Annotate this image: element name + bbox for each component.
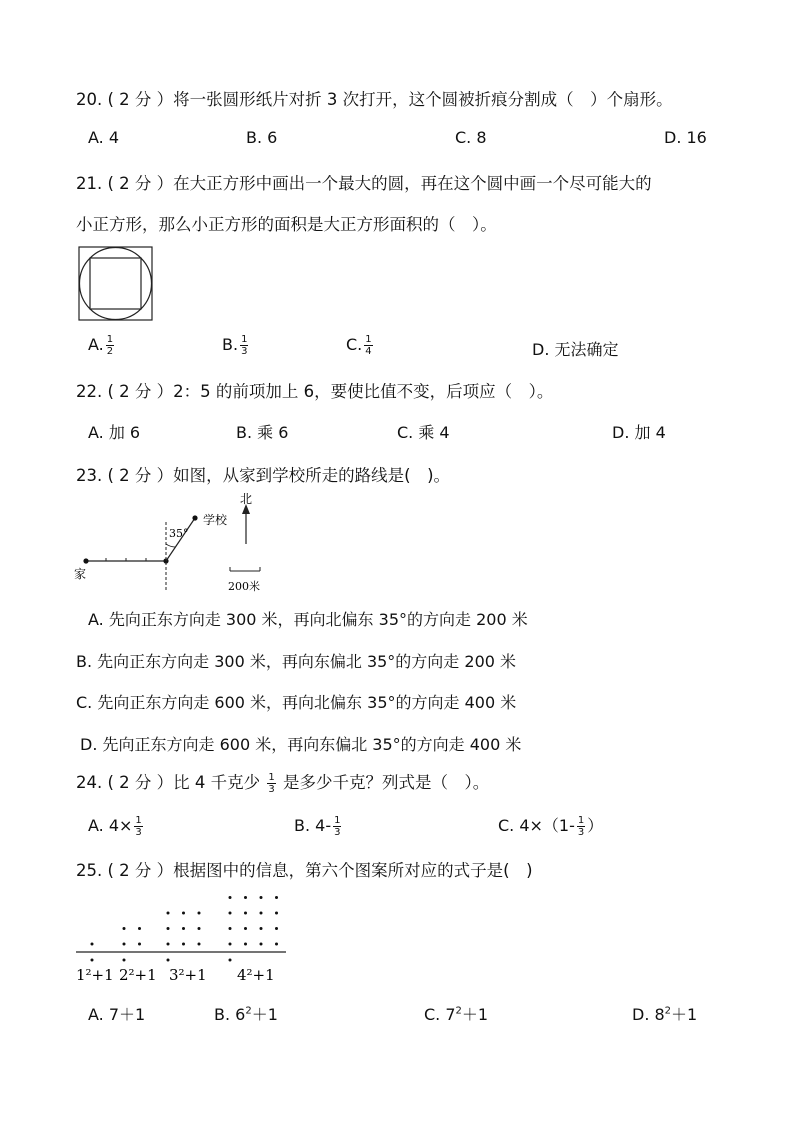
pattern-3-dot [167, 927, 170, 930]
pattern-3-dot [198, 943, 201, 946]
pattern-3-extra-dot [167, 959, 170, 962]
q23-option-c[interactable]: C. 先向正东方向走 600 米，再向北偏东 35°的方向走 400 米 [76, 693, 517, 712]
pattern-4-dot [244, 896, 247, 899]
pattern-3-dot [167, 943, 170, 946]
pattern-1-dot [91, 943, 94, 946]
pattern-4-dot [260, 927, 263, 930]
q24-option-a[interactable]: A. 4× $\frac{1}{3}$ [88, 815, 142, 838]
q25-option-d[interactable]: D. $8^2+1$ [632, 1005, 698, 1024]
pattern-label-3: 3²+1 [169, 966, 207, 984]
pattern-4-dot [275, 943, 278, 946]
pattern-4-dot [260, 943, 263, 946]
angle-label: 35° [169, 527, 189, 540]
q24-option-c[interactable]: C. 4×（1- $\frac{1}{3}$ ） [498, 815, 604, 838]
pattern-3-dot [182, 943, 185, 946]
q22-option-a[interactable]: A. 加 6 [88, 423, 141, 442]
pattern-4-dot [244, 927, 247, 930]
pattern-3-dot [182, 927, 185, 930]
pattern-3-dot [167, 912, 170, 915]
pattern-2-dot [138, 927, 141, 930]
scale-label: 200米 [228, 580, 260, 593]
q20-option-a[interactable]: A. 4 [88, 128, 120, 147]
pattern-2-dot [123, 927, 126, 930]
q21-option-a[interactable]: A. $\frac{1}{2}$ [88, 334, 114, 357]
pattern-4-extra-dot [229, 959, 232, 962]
q21-option-d[interactable]: D. 无法确定 [532, 340, 619, 359]
school-label: 学校 [203, 513, 228, 527]
pattern-2-dot [138, 943, 141, 946]
question-21-stem-line1: 21. ( 2 分 ）在大正方形中画出一个最大的圆，再在这个圆中画一个尽可能大的 [76, 174, 652, 193]
q23-option-d[interactable]: D. 先向正东方向走 600 米，再向东偏北 35°的方向走 400 米 [80, 735, 522, 754]
question-23-stem: 23. ( 2 分 ）如图，从家到学校所走的路线是( )。 [76, 466, 451, 485]
question-25-stem: 25. ( 2 分 ）根据图中的信息，第六个图案所对应的式子是( ) [76, 861, 533, 880]
pattern-4-dot [244, 943, 247, 946]
home-label: 家 [74, 567, 87, 581]
q23-option-b[interactable]: B. 先向正东方向走 300 米，再向东偏北 35°的方向走 200 米 [76, 652, 517, 671]
pattern-3-dot [198, 927, 201, 930]
pattern-4-dot [260, 896, 263, 899]
pattern-4-dot [260, 912, 263, 915]
q25-option-c[interactable]: C. $7^2+1$ [424, 1005, 489, 1024]
q25-option-b[interactable]: B. $6^2+1$ [214, 1005, 278, 1024]
q22-option-d[interactable]: D. 加 4 [612, 423, 666, 442]
pattern-4-dot [229, 943, 232, 946]
q23-option-a[interactable]: A. 先向正东方向走 300 米，再向北偏东 35°的方向走 200 米 [88, 610, 528, 629]
pattern-4-dot [244, 912, 247, 915]
pattern-4-dot [275, 896, 278, 899]
pattern-4-dot [275, 912, 278, 915]
school-point [192, 515, 197, 520]
q25-option-a[interactable]: A. 7＋1 [88, 1005, 146, 1024]
pattern-4-dot [229, 927, 232, 930]
pattern-3-dot [198, 912, 201, 915]
home-point [83, 558, 88, 563]
q21-option-c[interactable]: C. $\frac{1}{4}$ [346, 334, 372, 357]
pattern-label-1: 1²+1 [76, 966, 114, 984]
pattern-label-4: 4²+1 [237, 966, 275, 984]
route-map-figure [72, 492, 272, 594]
q24-option-b[interactable]: B. 4- $\frac{1}{3}$ [294, 815, 341, 838]
question-21-stem-line2: 小正方形，那么小正方形的面积是大正方形面积的（ ）。 [76, 215, 497, 234]
square-circle-figure [78, 246, 154, 322]
dot-pattern-figure [72, 884, 292, 988]
question-24-stem: 24. ( 2 分 ）比 4 千克少 $\frac{1}{3}$ 是多少千克？列式是（ ）。 [76, 772, 490, 795]
pattern-2-dot [123, 943, 126, 946]
q20-option-b[interactable]: B. 6 [246, 128, 278, 147]
angle-arc [166, 544, 176, 547]
q22-option-b[interactable]: B. 乘 6 [236, 423, 289, 442]
q20-option-d[interactable]: D. 16 [664, 128, 707, 147]
q20-option-c[interactable]: C. 8 [455, 128, 487, 147]
pattern-1-extra-dot [91, 959, 94, 962]
north-label: 北 [240, 492, 253, 506]
pattern-4-dot [275, 927, 278, 930]
pattern-3-dot [182, 912, 185, 915]
question-22-stem: 22. ( 2 分 ）2：5 的前项加上 6，要使比值不变，后项应（ ）。 [76, 382, 554, 401]
small-square [90, 258, 141, 309]
q21-option-b[interactable]: B. $\frac{1}{3}$ [222, 334, 248, 357]
pattern-4-dot [229, 896, 232, 899]
q22-option-c[interactable]: C. 乘 4 [397, 423, 450, 442]
pattern-label-2: 2²+1 [119, 966, 157, 984]
pattern-2-extra-dot [123, 959, 126, 962]
question-20-stem: 20. ( 2 分 ）将一张圆形纸片对折 3 次打开，这个圆被折痕分割成（ ）个扇形。 [76, 90, 673, 109]
pattern-4-dot [229, 912, 232, 915]
